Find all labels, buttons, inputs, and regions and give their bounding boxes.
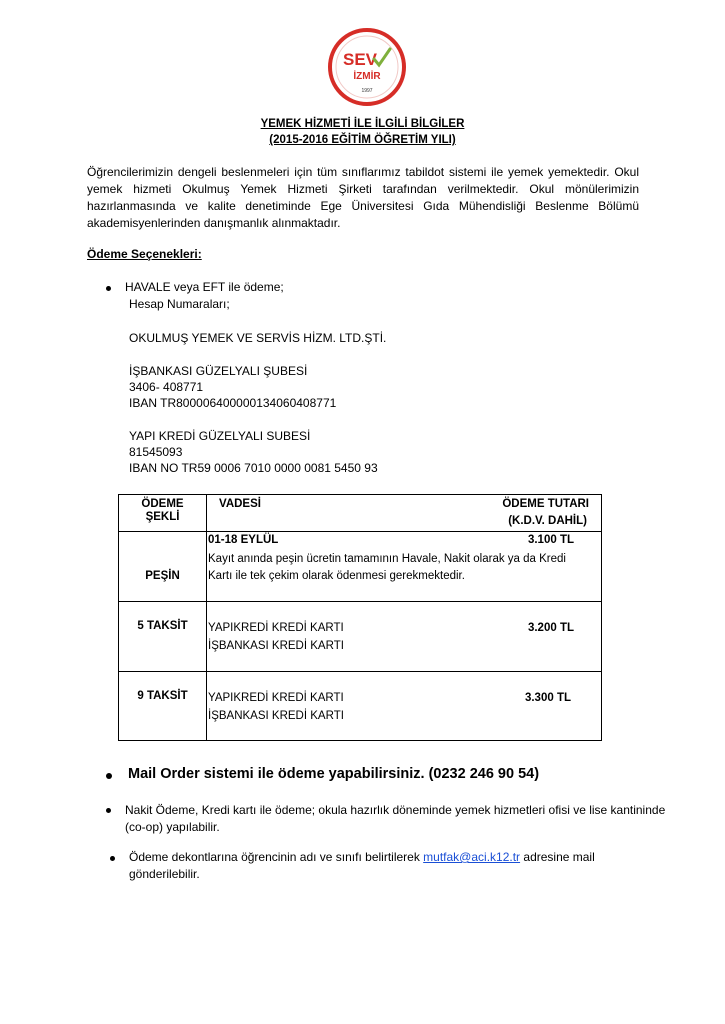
bullet-icon xyxy=(110,856,115,861)
row-card-1: YAPIKREDİ KREDİ KARTI xyxy=(208,692,344,704)
table-row xyxy=(119,602,602,672)
row-term: 01-18 EYLÜL xyxy=(208,534,279,546)
row-card-1: YAPIKREDİ KREDİ KARTI xyxy=(208,622,344,634)
table-row xyxy=(119,532,602,602)
header-term: VADESİ xyxy=(219,498,261,510)
header-amount-vat: (K.D.V. DAHİL) xyxy=(508,515,587,527)
header-amount: ÖDEME TUTARI xyxy=(502,498,589,510)
svg-text:İZMİR: İZMİR xyxy=(353,71,381,82)
table-row xyxy=(119,672,602,741)
row-note: Kayıt anında peşin ücretin tamamının Havale, Nakit olarak ya da Kredi Kartı ile tek çekim olarak ödenmesi gerekmektedir. xyxy=(208,553,566,582)
header-payment-type: ÖDEME ŞEKLİ xyxy=(119,495,207,532)
table-header-row xyxy=(119,495,602,532)
row-type: 5 TAKSİT xyxy=(137,620,188,632)
mail-order-note: Mail Order sistemi ile ödeme yapabilirsiniz. (0232 246 90 54) xyxy=(128,766,540,782)
row-amount: 3.200 TL xyxy=(527,622,574,634)
row-amount: 3.100 TL xyxy=(527,534,574,546)
row-type: 9 TAKSİT xyxy=(137,690,188,702)
bullet-icon xyxy=(106,808,111,813)
document-subtitle: (2015-2016 EĞİTİM ÖĞRETİM YILI) xyxy=(269,134,456,146)
company-name: OKULMUŞ YEMEK VE SERVİS HİZM. LTD.ŞTİ. xyxy=(129,331,387,345)
row-amount: 3.300 TL xyxy=(524,692,571,704)
bank1-iban: IBAN TR800006400000134060408771 xyxy=(129,396,337,410)
bullet-icon xyxy=(106,773,112,779)
bullet-icon xyxy=(106,286,111,291)
row-type: PEŞİN xyxy=(145,569,180,582)
email-link[interactable]: mutfak@aci.k12.tr xyxy=(423,850,521,864)
document-title: YEMEK HİZMETİ İLE İLGİLİ BİLGİLER xyxy=(260,118,465,130)
receipt-note: Ödeme dekontlarına öğrencinin adı ve sınıfı belirtilerek mutfak@aci.k12.tr adresine mail xyxy=(129,850,595,864)
payment-table xyxy=(118,494,602,741)
svg-text:1997: 1997 xyxy=(361,88,373,94)
intro-paragraph: Öğrencilerimizin dengeli beslenmeleri için tüm sınıflarımız tabildot sistemi ile yemek yemektedir. Okul yemek hizmeti Okulmuş Yemek Hizmeti Şirketi tarafından verilmektedir. Okul mönülerimizin hazırlanmasında ve kalite denetiminde Ege Üniversitesi Gıda Mühendisliği Beslenme Bölümü akademisyenlerinden danışmanlık alınmaktadır. xyxy=(87,165,639,230)
bank2-account: 81545093 xyxy=(129,445,183,459)
sev-izmir-logo xyxy=(327,27,407,107)
transfer-option: HAVALE veya EFT ile ödeme; xyxy=(125,280,284,294)
row-card-2: İŞBANKASI KREDİ KARTI xyxy=(208,710,344,722)
cash-payment-note: Nakit Ödeme, Kredi kartı ile ödeme; okula hazırlık döneminde yemek hizmetleri ofisi ve lise kantininde (co-op) yapılabilir. xyxy=(125,803,666,834)
accounts-label: Hesap Numaraları; xyxy=(129,297,230,311)
bank2-iban: IBAN NO TR59 0006 7010 0000 0081 5450 93 xyxy=(129,461,378,475)
header-term-amount xyxy=(207,495,602,532)
bank1-name: İŞBANKASI GÜZELYALI ŞUBESİ xyxy=(129,364,308,378)
bank1-account: 3406- 408771 xyxy=(129,380,204,394)
row-card-2: İŞBANKASI KREDİ KARTI xyxy=(208,640,344,652)
bank2-name: YAPI KREDİ GÜZELYALI SUBESİ xyxy=(129,429,311,443)
payment-options-heading: Ödeme Seçenekleri: xyxy=(87,247,202,261)
svg-text:SEV: SEV xyxy=(342,50,378,69)
receipt-note-line2: gönderilebilir. xyxy=(129,867,200,881)
